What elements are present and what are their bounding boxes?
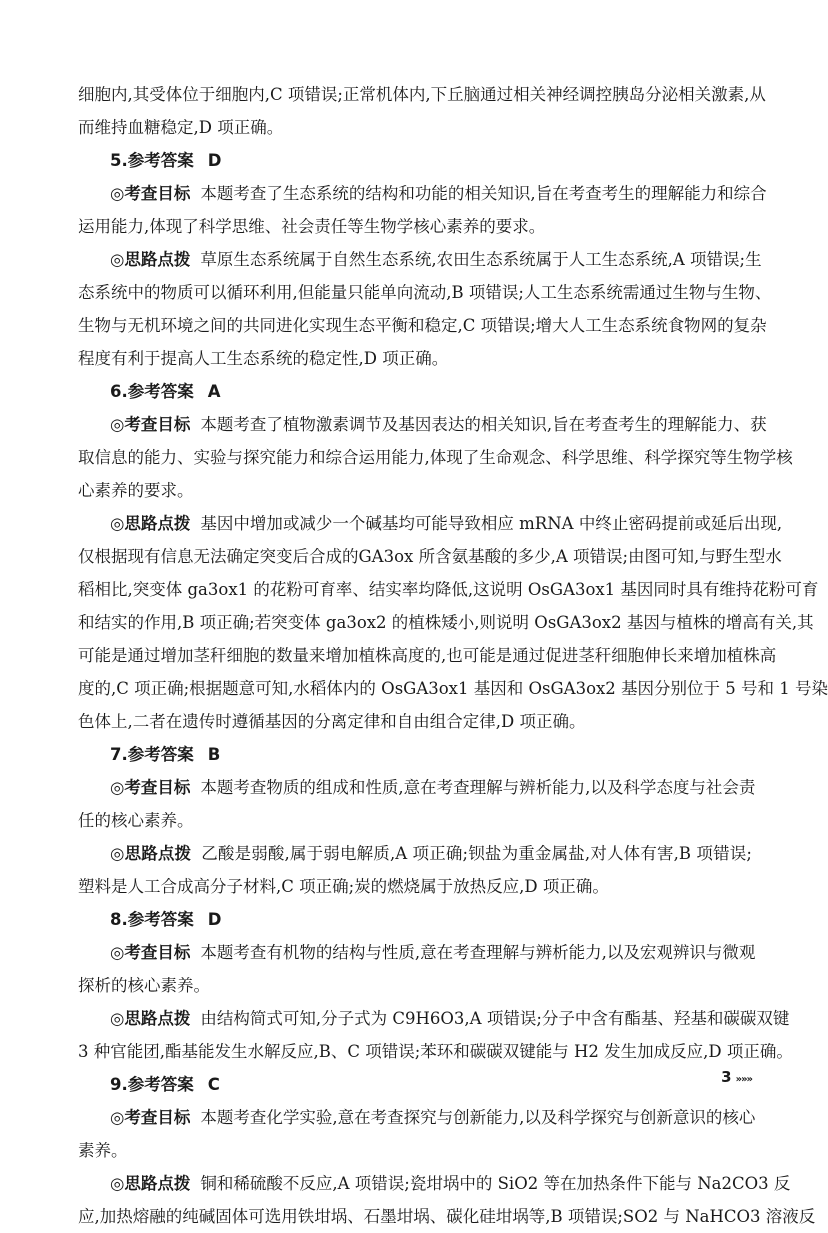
text-line — [78, 540, 782, 573]
text-body — [78, 78, 828, 1233]
text-line — [78, 408, 767, 441]
line-text: 塑料是人工合成高分子材料,C 项正确;炭的燃烧属于放热反应,D 项正确。 — [78, 877, 609, 896]
answer-value: A — [207, 382, 221, 401]
line-text: 乙酸是弱酸,属于弱电解质,A 项正确;钡盐为重金属盐,对人体有害,B 项错误; — [201, 844, 752, 863]
text-line — [78, 672, 828, 705]
section-label: ◎思路点拨 — [110, 250, 191, 269]
text-line — [78, 111, 752, 144]
line-text: 仅根据现有信息无法确定突变后合成的GA3ox 所含氨基酸的多少,A 项错误;由图可知,与野生型水 — [78, 547, 782, 566]
line-text: 本题考查了生态系统的结构和功能的相关知识,旨在考查考生的理解能力和综合 — [200, 184, 767, 203]
text-line — [78, 870, 752, 903]
answer-value: C — [207, 1075, 220, 1094]
section-label: ◎考查目标 — [110, 778, 191, 797]
text-line — [78, 1200, 816, 1233]
line-text: 度的,C 项正确;根据题意可知,水稻体内的 OsGA3ox1 基因和 OsGA3ox2 基因分别位于 5 号和 1 号染 — [78, 679, 828, 698]
text-line — [78, 606, 814, 639]
text-line — [78, 1002, 790, 1035]
line-text: 运用能力,体现了科学思维、社会责任等生物学核心素养的要求。 — [78, 217, 546, 236]
text-line — [78, 1035, 793, 1068]
text-line — [78, 78, 766, 111]
answer-heading — [78, 144, 752, 177]
line-text: 和结实的作用,B 项正确;若突变体 ga3ox2 的植株矮小,则说明 OsGA3ox2 基因与植株的增高有关,其 — [78, 613, 814, 632]
section-label: ◎思路点拨 — [110, 1174, 191, 1193]
section-label: ◎思路点拨 — [110, 844, 192, 863]
line-text: 而维持血糖稳定,D 项正确。 — [78, 118, 284, 137]
answer-label: 8.参考答案 — [110, 910, 194, 929]
text-line — [78, 474, 752, 507]
text-line — [78, 1167, 791, 1200]
line-text: 任的核心素养。 — [78, 811, 194, 830]
line-text: 3 种官能团,酯基能发生水解反应,B、C 项错误;苯环和碳碳双键能与 H2 发生加成反应,D 项正确。 — [78, 1042, 793, 1061]
line-text: 本题考查了植物激素调节及基因表达的相关知识,旨在考查考生的理解能力、获 — [200, 415, 767, 434]
answer-label: 5.参考答案 — [110, 151, 194, 170]
text-line — [78, 177, 767, 210]
line-text: 稻相比,突变体 ga3ox1 的花粉可育率、结实率均降低,这说明 OsGA3ox1 基因同时具有维持花粉可育 — [78, 580, 819, 599]
line-text: 铜和稀硫酸不反应,A 项错误;瓷坩埚中的 SiO2 等在加热条件下能与 Na2CO3 反 — [200, 1174, 791, 1193]
answer-heading — [78, 1068, 752, 1101]
line-text: 程度有利于提高人工生态系统的稳定性,D 项正确。 — [78, 349, 449, 368]
line-text: 本题考查化学实验,意在考查探究与创新能力,以及科学探究与创新意识的核心 — [200, 1108, 756, 1127]
text-line — [78, 771, 756, 804]
line-text: 可能是通过增加茎秆细胞的数量来增加植株高度的,也可能是通过促进茎秆细胞伸长来增加植株高 — [78, 646, 777, 665]
answer-label: 7.参考答案 — [110, 745, 194, 764]
line-text: 生物与无机环境之间的共同进化实现生态平衡和稳定,C 项错误;增大人工生态系统食物网的复杂 — [78, 316, 767, 335]
line-text: 本题考查物质的组成和性质,意在考查理解与辨析能力,以及科学态度与社会责 — [200, 778, 756, 797]
answer-label: 9.参考答案 — [110, 1075, 194, 1094]
line-text: 细胞内,其受体位于细胞内,C 项错误;正常机体内,下丘脑通过相关神经调控胰岛分泌相关激素,从 — [78, 85, 766, 104]
text-line — [78, 573, 819, 606]
text-line — [78, 342, 752, 375]
text-line — [78, 1101, 756, 1134]
section-label: ◎考查目标 — [110, 943, 191, 962]
answer-heading — [78, 903, 752, 936]
line-text: 本题考查有机物的结构与性质,意在考查理解与辨析能力,以及宏观辨识与微观 — [200, 943, 756, 962]
text-line — [78, 441, 793, 474]
answer-label: 6.参考答案 — [110, 382, 194, 401]
text-line — [78, 1134, 752, 1167]
line-text: 应,加热熔融的纯碱固体可选用铁坩埚、石墨坩埚、碳化硅坩埚等,B 项错误;SO2 与 NaHCO3 溶液反 — [78, 1207, 816, 1226]
section-label: ◎思路点拨 — [110, 514, 191, 533]
answer-value: D — [207, 151, 222, 170]
text-line — [78, 243, 762, 276]
line-text: 色体上,二者在遗传时遵循基因的分离定律和自由组合定律,D 项正确。 — [78, 712, 586, 731]
line-text: 探析的核心素养。 — [78, 976, 210, 995]
line-text: 草原生态系统属于自然生态系统,农田生态系统属于人工生态系统,A 项错误;生 — [200, 250, 762, 269]
line-text: 心素养的要求。 — [78, 481, 194, 500]
line-text: 取信息的能力、实验与探究能力和综合运用能力,体现了生命观念、科学思维、科学探究等生物学核 — [78, 448, 793, 467]
text-line — [78, 705, 752, 738]
answer-heading — [78, 738, 752, 771]
answer-value: D — [207, 910, 222, 929]
text-line — [78, 276, 772, 309]
text-line — [78, 639, 777, 672]
text-line — [78, 804, 752, 837]
line-text: 由结构简式可知,分子式为 C9H6O3,A 项错误;分子中含有酯基、羟基和碳碳双键 — [200, 1009, 790, 1028]
text-line — [78, 210, 752, 243]
section-label: ◎思路点拨 — [110, 1009, 191, 1028]
text-line — [78, 936, 756, 969]
line-text: 素养。 — [78, 1141, 128, 1160]
answer-value: B — [207, 745, 221, 764]
text-line — [78, 837, 752, 870]
page-number: 3 »»» — [721, 1068, 752, 1086]
text-line — [78, 507, 783, 540]
text-line — [78, 309, 767, 342]
text-line — [78, 969, 752, 1002]
line-text: 态系统中的物质可以循环利用,但能量只能单向流动,B 项错误;人工生态系统需通过生物与生物、 — [78, 283, 772, 302]
answer-heading — [78, 375, 752, 408]
section-label: ◎考查目标 — [110, 184, 191, 203]
section-label: ◎考查目标 — [110, 415, 191, 434]
section-label: ◎考查目标 — [110, 1108, 191, 1127]
line-text: 基因中增加或减少一个碱基均可能导致相应 mRNA 中终止密码提前或延后出现, — [200, 514, 783, 533]
